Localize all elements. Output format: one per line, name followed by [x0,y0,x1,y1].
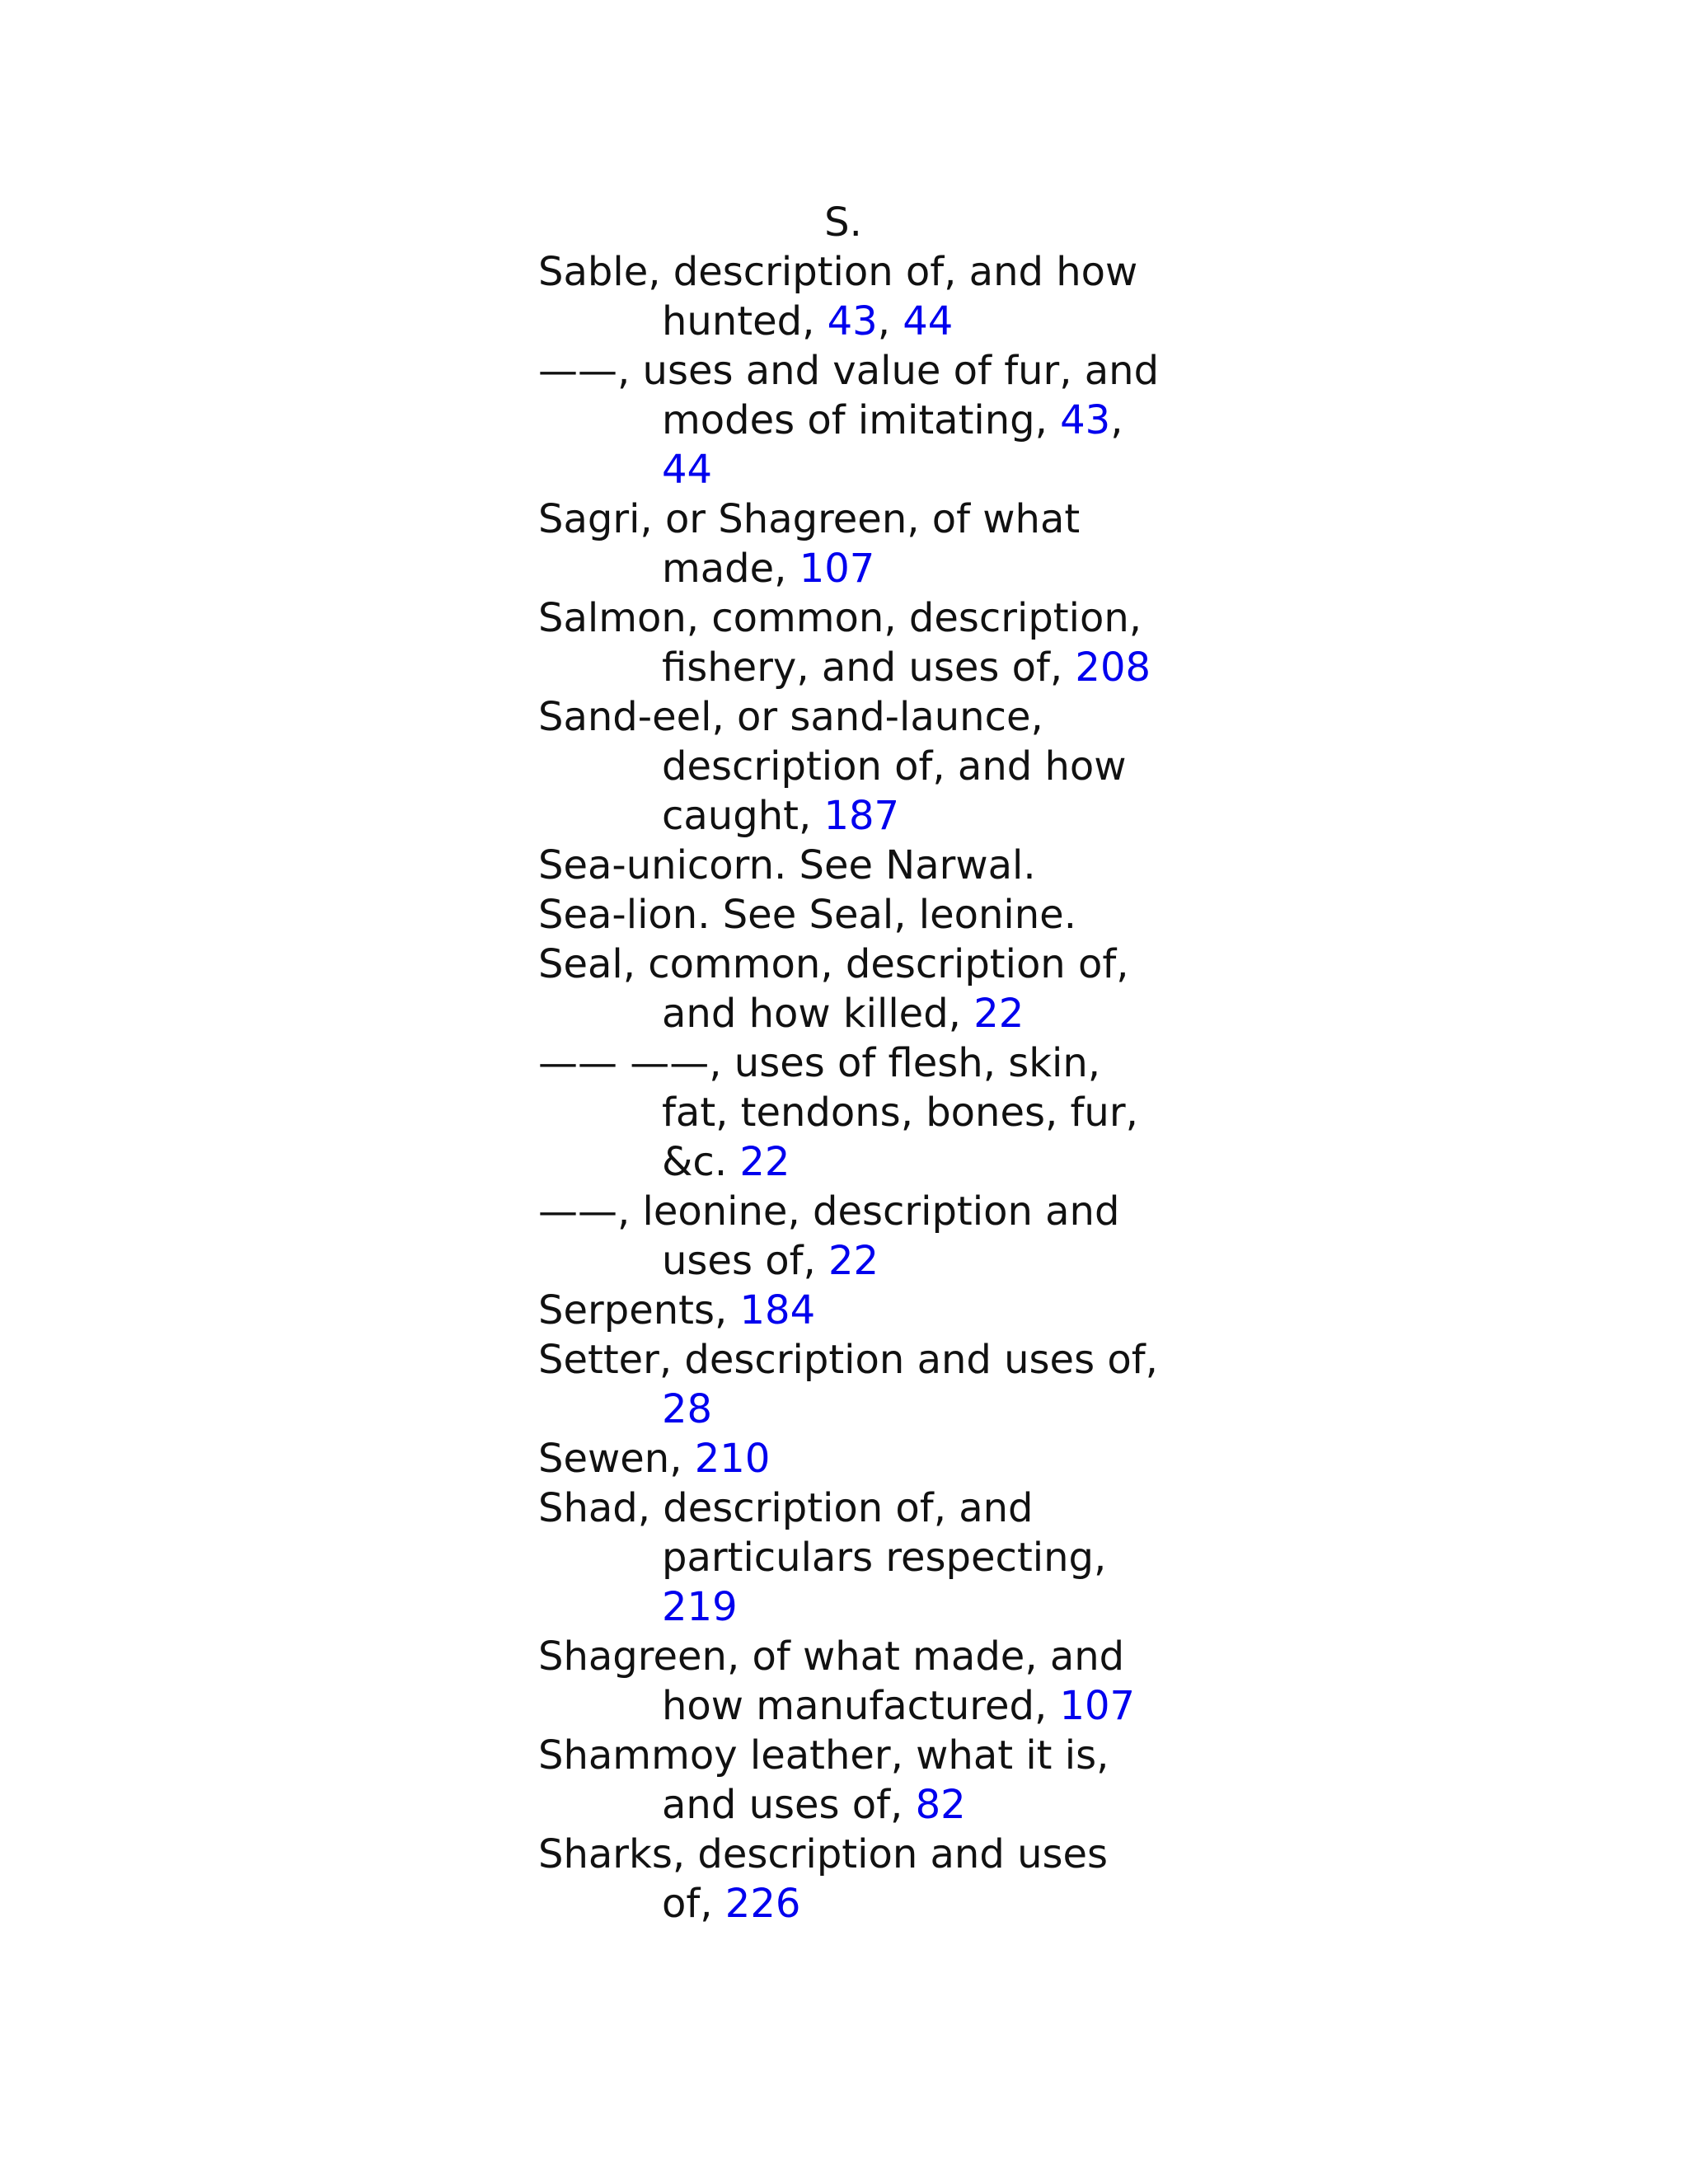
page-link[interactable]: 82 [915,1782,966,1828]
index-entry-text: Sable, description of, and how hunted, [538,249,1138,344]
page-link[interactable]: 226 [724,1881,801,1927]
index-entry-text: Sea-unicorn. See Narwal. [538,842,1036,888]
index-entry-text: Setter, description and uses of, [538,1337,1158,1383]
page-link[interactable]: 28 [662,1386,713,1432]
index-entry-text: ——, leonine, description and uses of, [538,1188,1120,1284]
index-entry [538,247,1165,346]
index-entry [538,1483,1165,1632]
index-entry-text: Sagri, or Shagreen, of what made, [538,496,1081,592]
page-separator: , [877,298,903,344]
index-letter-heading: S. [824,199,862,246]
index-entry [538,1830,1165,1929]
index-entry [538,1335,1165,1434]
index-entry-text: Sewen, [538,1436,695,1482]
index-entry-text: ——, uses and value of fur, and modes of imitating, [538,348,1160,443]
page-separator: , [1110,397,1123,443]
index-entry [538,841,1165,890]
page-link[interactable]: 184 [739,1287,816,1333]
index-entry-text: Salmon, common, description, fishery, and uses of, [538,595,1142,691]
index-entry-text: Seal, common, description of, and how killed, [538,941,1129,1037]
index-entry [538,1286,1165,1335]
page-link[interactable]: 44 [662,447,713,493]
index-entry [538,494,1165,593]
page-link[interactable]: 107 [799,546,875,592]
index-entry-text: Shad, description of, and particulars respecting, [538,1485,1107,1581]
index-entry [538,593,1165,692]
page-link[interactable]: 43 [1060,397,1111,443]
index-entry [538,692,1165,841]
index-entry [538,1731,1165,1830]
index-section [538,198,1165,1929]
index-entry-text: Sharks, description and uses of, [538,1831,1109,1927]
page-link[interactable]: 219 [662,1584,738,1630]
index-entry [538,1038,1165,1187]
index-entry [538,940,1165,1038]
page-link[interactable]: 44 [903,298,954,344]
page-link[interactable]: 43 [827,298,878,344]
page-link[interactable]: 22 [973,991,1025,1037]
index-entry [538,346,1165,494]
index-entry-text: Shammoy leather, what it is, and uses of, [538,1732,1109,1828]
index-entry [538,890,1165,940]
index-entry-text: Serpents, [538,1287,740,1333]
index-entry-text: Sea-lion. See Seal, leonine. [538,892,1076,938]
index-entry [538,1632,1165,1731]
page-link[interactable]: 107 [1059,1683,1136,1729]
page-link[interactable]: 22 [739,1139,790,1185]
index-entry-list [538,247,1165,1929]
index-entry-text: Shagreen, of what made, and how manufactured, [538,1633,1125,1729]
index-entry-text: Sand-eel, or sand-launce, description of, and how caught, [538,694,1127,839]
index-entry-text: —— ——, uses of flesh, skin, fat, tendons, bones, fur, &c. [538,1040,1138,1185]
index-entry [538,1434,1165,1483]
page-link[interactable]: 187 [823,793,900,839]
index-entry [538,1187,1165,1286]
page-link[interactable]: 22 [828,1238,879,1284]
page-link[interactable]: 210 [694,1436,771,1482]
page-link[interactable]: 208 [1075,644,1151,691]
